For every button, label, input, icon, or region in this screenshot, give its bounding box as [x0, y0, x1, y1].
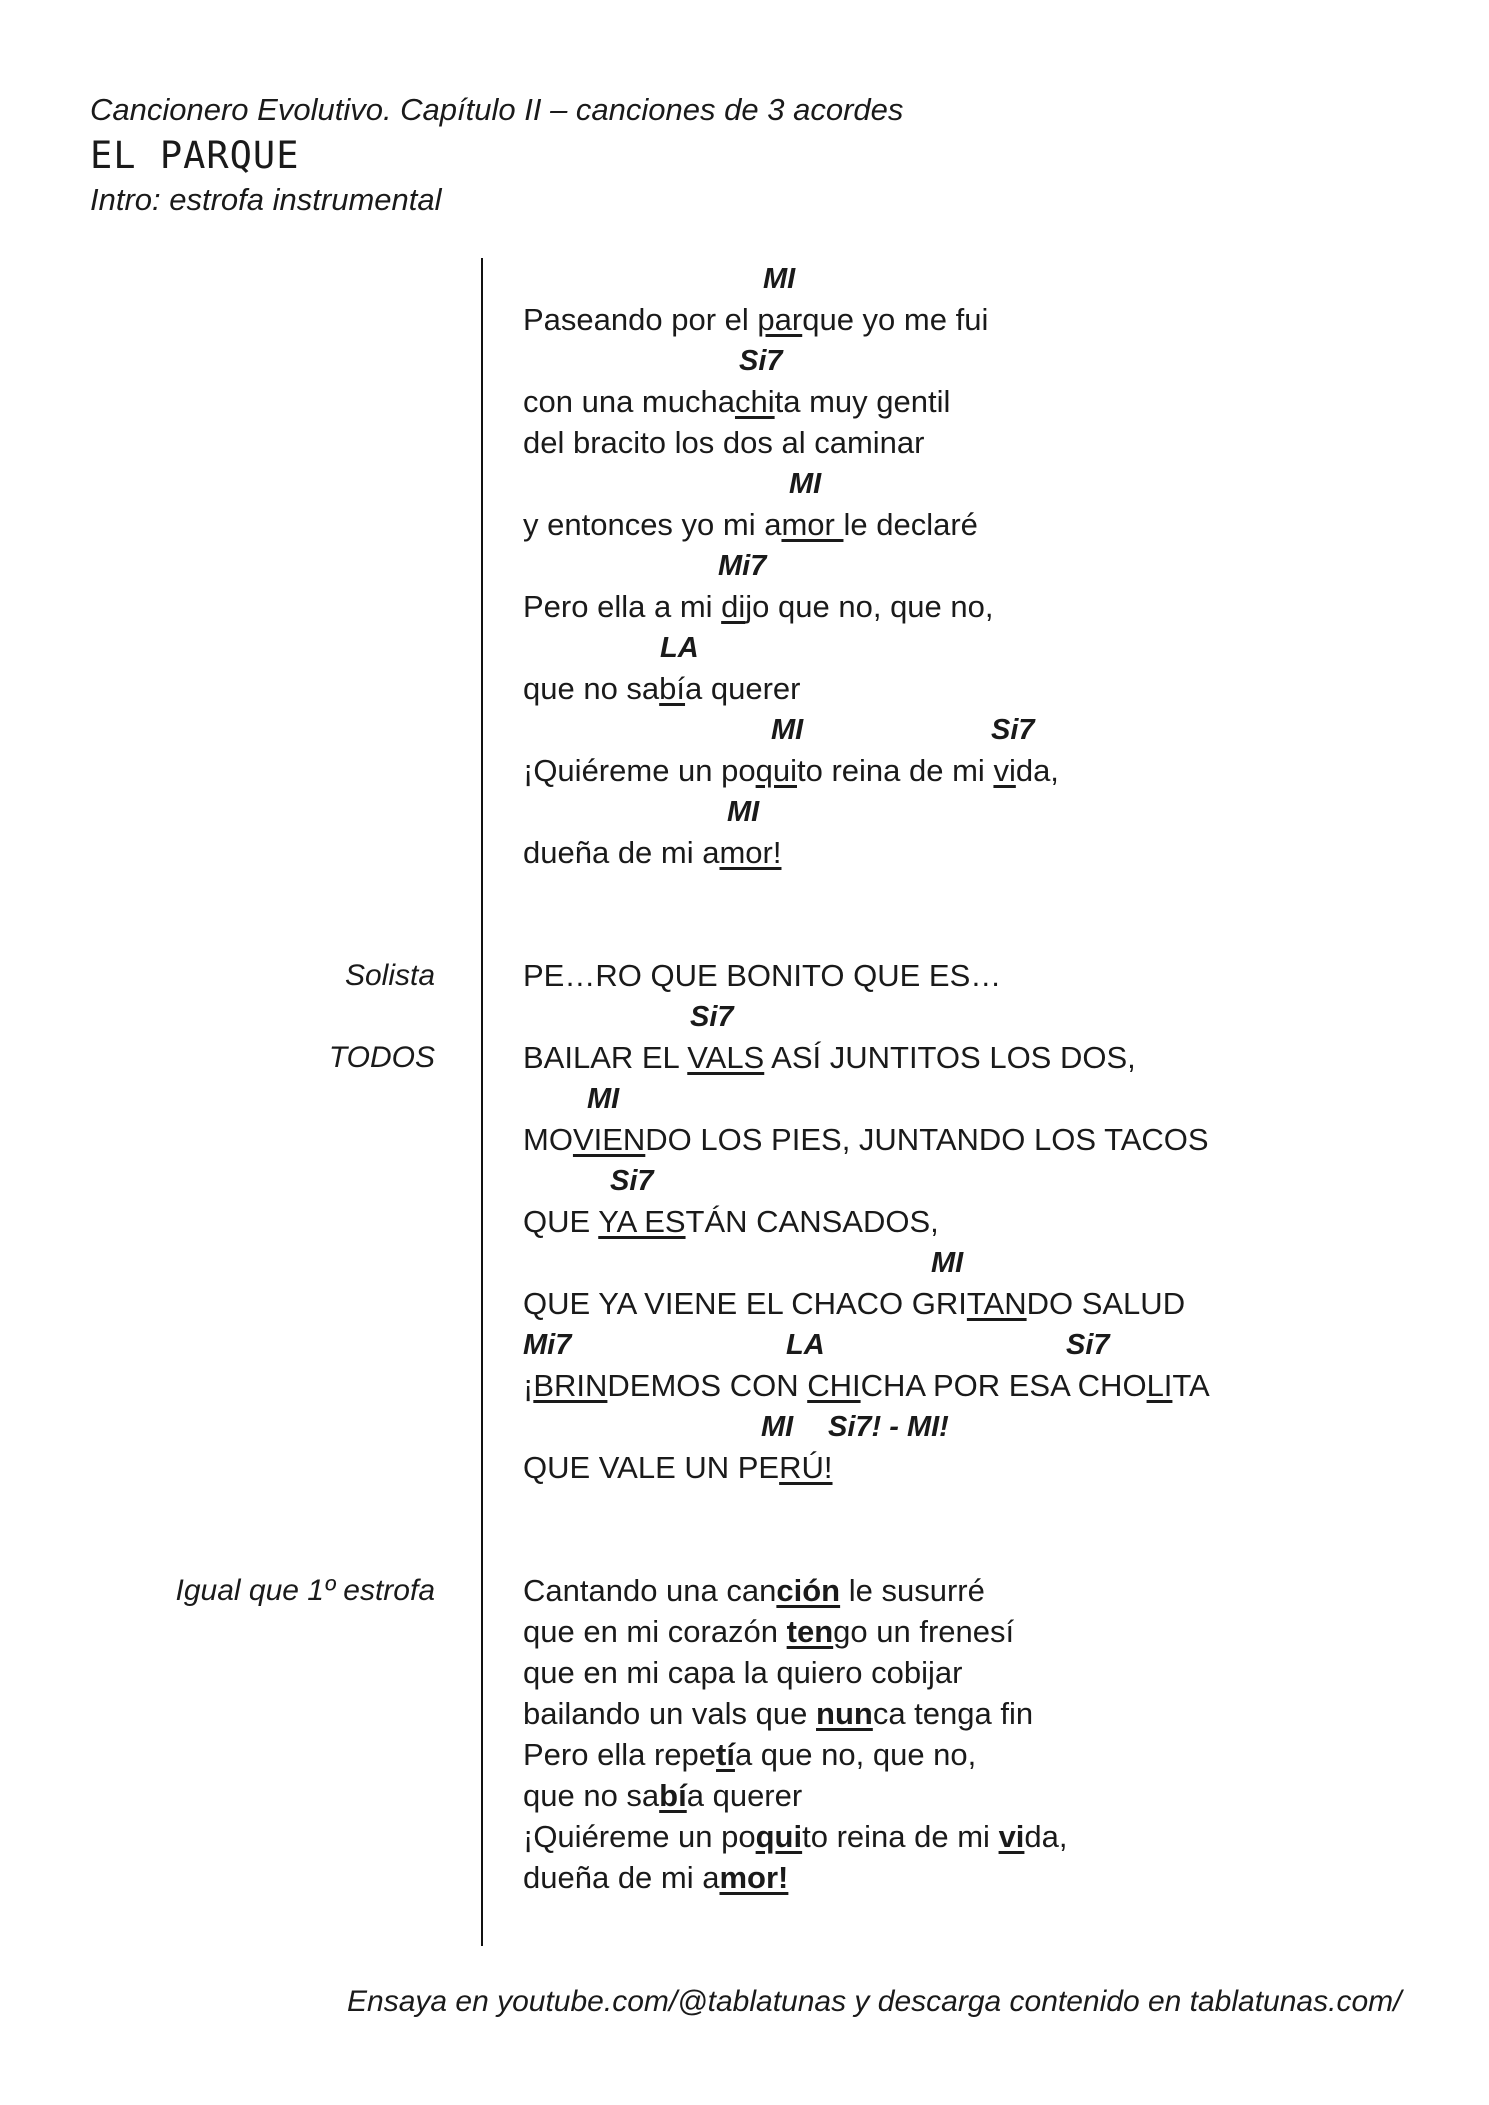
lyric-text: del bracito los dos al caminar	[523, 425, 925, 460]
lyric-stress: TAN	[966, 1286, 1027, 1321]
lyric-stress: bí	[659, 671, 686, 706]
lyric-stress: mor	[781, 507, 844, 542]
lyric-stress: RÚ!	[779, 1450, 833, 1485]
lyric-text: ¡Quiéreme un po	[523, 1819, 756, 1854]
chord: Si7	[991, 714, 1035, 746]
lyric-stress: YA ES	[598, 1204, 686, 1239]
chord: Si7! - MI!	[828, 1411, 949, 1443]
lyric-text: que en mi capa la quiero cobijar	[523, 1655, 963, 1690]
lyric-text: con una mucha	[523, 384, 735, 419]
lyric-stress: CHI	[807, 1368, 861, 1403]
lyric-line	[523, 1366, 1210, 1406]
lyric-text: to reina de mi	[802, 1819, 999, 1854]
lyric-text: ASÍ JUNTITOS LOS DOS,	[764, 1040, 1136, 1075]
lyric-text: da,	[1024, 1819, 1068, 1854]
chord: Si7	[610, 1165, 654, 1197]
lyric-stress: di	[721, 589, 746, 624]
lyric-line	[523, 505, 978, 545]
lyric-stress: bí	[659, 1778, 687, 1813]
lyric-text: MO	[523, 1122, 573, 1157]
lyric-stress: LI	[1146, 1368, 1173, 1403]
lyric-stress: qui	[755, 1819, 803, 1854]
lyric-text: to reina de mi	[797, 753, 994, 788]
lyric-stress: ten	[786, 1614, 834, 1649]
lyric-text: le declaré	[843, 507, 978, 542]
chord: LA	[786, 1329, 825, 1361]
lyric-stress: mor!	[719, 835, 782, 870]
footer-note: Ensaya en youtube.com/@tablatunas y descarga contenido en tablatunas.com/	[347, 1985, 1402, 2018]
side-label-solista: Solista	[344, 959, 435, 992]
lyric-line	[523, 1284, 1185, 1324]
lyric-text: ta muy gentil	[774, 384, 951, 419]
chord: MI	[771, 714, 804, 746]
lyric-line	[523, 1776, 802, 1816]
page-header	[90, 88, 903, 220]
lyric-text: dueña de mi a	[523, 835, 720, 870]
lyric-line	[523, 300, 988, 340]
chord: Si7	[1066, 1329, 1110, 1361]
chord: Mi7	[718, 550, 767, 582]
lyric-line	[523, 1571, 985, 1611]
side-label-todos: TODOS	[328, 1041, 435, 1074]
lyric-stress: BRIN	[533, 1368, 608, 1403]
lyric-stress: mor!	[719, 1860, 789, 1895]
lyric-text: DEMOS CON	[607, 1368, 808, 1403]
column-divider	[481, 258, 483, 1946]
lyric-line	[523, 1694, 1033, 1734]
lyric-text: ¡Quiéreme un po	[523, 753, 756, 788]
chord: MI	[587, 1083, 620, 1115]
lyric-line	[523, 833, 781, 873]
lyric-line	[523, 1612, 1014, 1652]
chord: MI	[763, 263, 796, 295]
lyric-text: TÁN CANSADOS,	[685, 1204, 939, 1239]
chord: LA	[660, 632, 699, 664]
lyric-text: dueña de mi a	[523, 1860, 720, 1895]
lyric-text: QUE	[523, 1204, 599, 1239]
lyric-stress: VIEN	[572, 1122, 646, 1157]
lyric-line	[523, 1202, 939, 1242]
lyric-line	[523, 1120, 1209, 1160]
lyric-line	[523, 423, 924, 463]
intro-note: Intro: estrofa instrumental	[90, 182, 442, 217]
lyric-line	[523, 1817, 1068, 1857]
lyric-text: go un frenesí	[833, 1614, 1015, 1649]
chord: MI	[789, 468, 822, 500]
lyric-text: DO SALUD	[1026, 1286, 1186, 1321]
lyric-text: Paseando por el	[523, 302, 758, 337]
chord: Si7	[690, 1001, 734, 1033]
lyric-text: le susurré	[840, 1573, 985, 1608]
lyric-text: Cantando una can	[523, 1573, 777, 1608]
lyric-text: da,	[1015, 753, 1059, 788]
lyric-text: que no sa	[523, 671, 660, 706]
lyric-text: a querer	[686, 1778, 803, 1813]
lyric-line	[523, 587, 994, 627]
lyric-line	[523, 1858, 788, 1898]
lyric-stress: nun	[816, 1696, 873, 1731]
lyric-text: que no sa	[523, 1778, 660, 1813]
lyric-text: QUE YA VIENE EL CHACO GRI	[523, 1286, 967, 1321]
lyric-text: CHA POR ESA CHO	[860, 1368, 1147, 1403]
lyric-line	[523, 1448, 833, 1488]
lyric-text: ca tenga fin	[872, 1696, 1034, 1731]
chord: Si7	[739, 345, 783, 377]
chord: MI	[931, 1247, 964, 1279]
lyric-line	[523, 382, 950, 422]
lyric-line	[523, 1653, 962, 1693]
lyric-text: DO LOS PIES, JUNTANDO LOS TACOS	[645, 1122, 1209, 1157]
chord: MI	[727, 796, 760, 828]
lyric-text: a que no, que no,	[734, 1737, 977, 1772]
lyric-stress: par	[757, 302, 803, 337]
lyric-text: Pero ella repe	[523, 1737, 717, 1772]
lyric-stress: vi	[998, 1819, 1025, 1854]
lyric-text: ¡	[523, 1368, 534, 1403]
lyric-text: TA	[1172, 1368, 1210, 1403]
chord: MI	[761, 1411, 794, 1443]
side-label-repeat: Igual que 1º estrofa	[175, 1574, 435, 1607]
lyric-text: a querer	[685, 671, 801, 706]
lyric-stress: chi	[734, 384, 775, 419]
lyric-text: QUE VALE UN PE	[523, 1450, 780, 1485]
lyric-text: y entonces yo mi a	[523, 507, 782, 542]
lyric-line	[523, 956, 1001, 996]
lyric-line	[523, 669, 801, 709]
lyric-stress: VALS	[687, 1040, 765, 1075]
book-subtitle: Cancionero Evolutivo. Capítulo II – canciones de 3 acordes	[90, 92, 904, 127]
lyric-text: Pero ella a mi	[523, 589, 722, 624]
lyric-stress: tí	[716, 1737, 735, 1772]
lyric-line	[523, 1038, 1136, 1078]
lyric-stress: qui	[755, 753, 797, 788]
song-title: EL PARQUE	[90, 134, 300, 177]
lyric-stress: ción	[776, 1573, 841, 1608]
lyric-text: PE…RO QUE BONITO QUE ES…	[523, 958, 1002, 993]
lyric-text: que en mi corazón	[523, 1614, 787, 1649]
lyric-line	[523, 1735, 976, 1775]
lyric-text: BAILAR EL	[523, 1040, 688, 1075]
lyric-stress: vi	[993, 753, 1016, 788]
lyric-text: bailando un vals que	[523, 1696, 817, 1731]
lyric-line	[523, 751, 1059, 791]
lyric-text: que yo me fui	[802, 302, 989, 337]
chord: Mi7	[523, 1329, 572, 1361]
lyric-text: jo que no, que no,	[745, 589, 994, 624]
